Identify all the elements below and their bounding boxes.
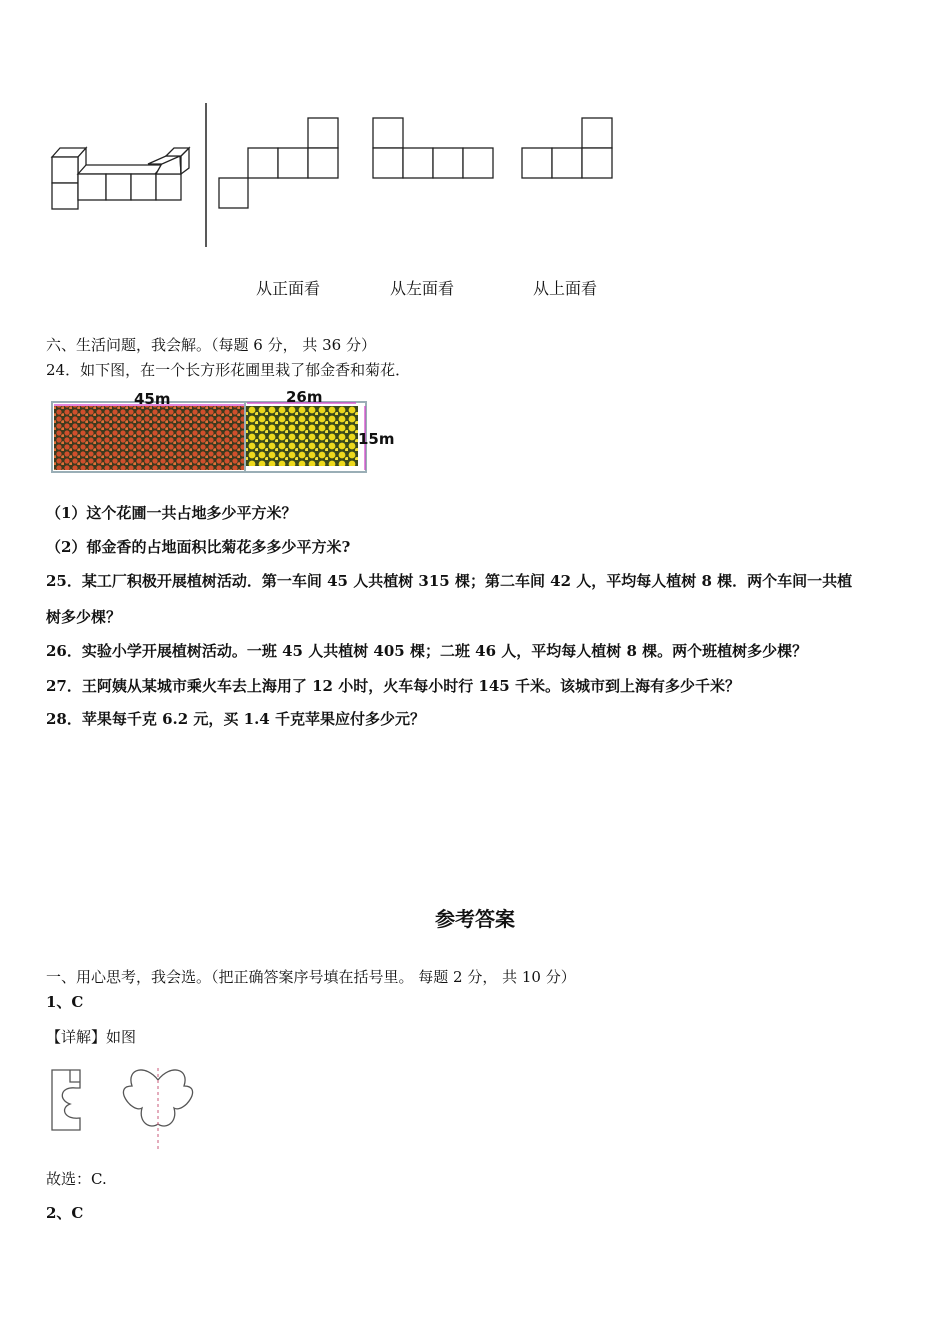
left-view-label: 从左面看: [390, 279, 455, 298]
question-24-sub-2: （2）郁金香的占地面积比菊花多多少平方米?: [46, 538, 351, 556]
chrysanthemum-area: [246, 406, 358, 466]
answer-1-conclusion: 故选：C.: [46, 1170, 107, 1188]
top-view-grid: [521, 117, 617, 181]
front-view-grid: [218, 117, 342, 211]
left-view-grid: [372, 117, 498, 181]
width-label-45m: 45m: [134, 390, 171, 408]
cube-solid-figure: [48, 145, 188, 215]
answer-2: 2、C: [46, 1204, 84, 1222]
front-view-label: 从正面看: [256, 279, 321, 298]
question-28-text: 28．苹果每千克 6.2 元，买 1.4 千克苹果应付多少元？: [46, 710, 425, 728]
question-27-text: 27．王阿姨从某城市乘火车去上海用了 12 小时，火车每小时行 145 千米。该城市到上海有多少千米？: [46, 677, 740, 695]
separator-line: [204, 103, 208, 249]
answer-1-figure: [46, 1060, 196, 1155]
question-26-text: 26．实验小学开展植树活动。一班 45 人共植树 405 棵；二班 46 人，平均每人植树 8 棵。两个班植树多少棵？: [46, 642, 808, 660]
question-24-text: 24．如下图，在一个长方形花圃里栽了郁金香和菊花．: [46, 361, 411, 379]
width-label-26m: 26m: [286, 388, 323, 406]
answer-1: 1、C: [46, 993, 84, 1011]
question-24-sub-1: （1）这个花圃一共占地多少平方米？: [46, 504, 297, 522]
section-6-heading: 六、生活问题，我会解。（每题 6 分， 共 36 分）: [46, 336, 376, 354]
answer-1-detail: 【详解】如图: [46, 1028, 137, 1046]
answers-section-1-heading: 一、用心思考，我会选。（把正确答案序号填在括号里。 每题 2 分， 共 10 分）: [46, 968, 576, 986]
question-25-line-2: 树多少棵？: [46, 608, 122, 626]
height-label-15m: 15m: [358, 430, 395, 448]
tulip-area: [54, 406, 244, 470]
question-25-line-1: 25．某工厂积极开展植树活动．第一车间 45 人共植树 315 棵；第二车间 42 人，平均每人植树 8 棵．两个车间一共植: [46, 572, 853, 590]
answers-title: 参考答案: [435, 907, 515, 931]
flower-bed-figure: [48, 388, 398, 478]
top-view-label: 从上面看: [533, 279, 598, 298]
